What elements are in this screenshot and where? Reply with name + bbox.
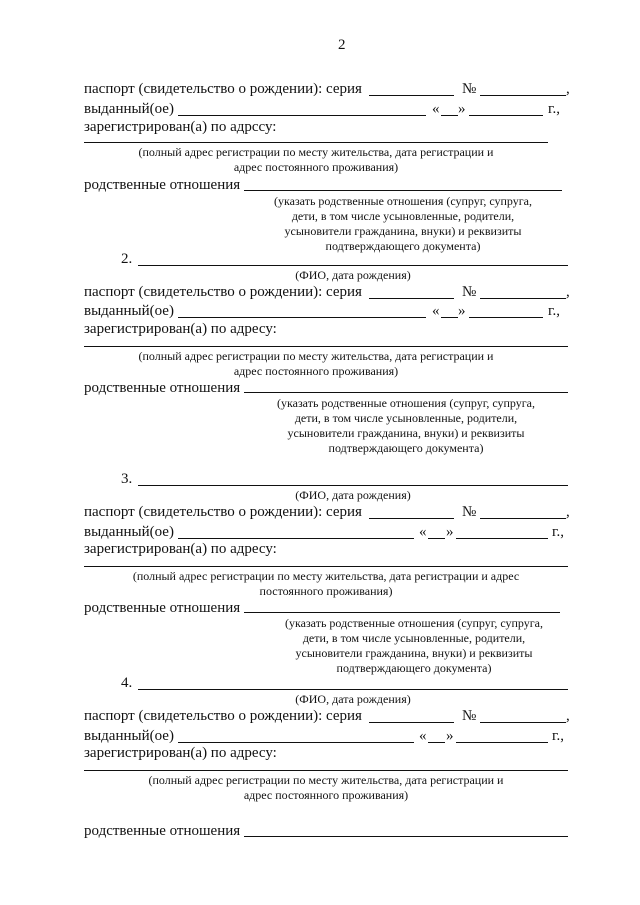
year-suffix: г., xyxy=(548,303,560,319)
address-hint: постоянного проживания) xyxy=(259,584,393,598)
issue-month-field[interactable] xyxy=(469,317,543,318)
trailing-comma: , xyxy=(566,81,570,97)
relations-hint: (указать родственные отношения (супруг, супруга, xyxy=(273,194,533,208)
item-number: 4. xyxy=(121,675,133,691)
issued-label: выданный(ое) xyxy=(84,524,174,540)
relations-field[interactable] xyxy=(244,836,568,837)
page-number: 2 xyxy=(338,37,346,53)
item-number: 2. xyxy=(121,251,133,267)
relations-hint: подтверждающего документа) xyxy=(328,441,484,455)
issued-by-field[interactable] xyxy=(178,115,426,116)
address-field[interactable] xyxy=(84,142,548,143)
passport-number-sign: № xyxy=(462,284,477,300)
passport-label: паспорт (свидетельство о рождении): серия xyxy=(84,284,362,300)
address-field[interactable] xyxy=(84,770,568,771)
relations-hint: подтверждающего документа) xyxy=(325,239,481,253)
passport-label: паспорт (свидетельство о рождении): серия xyxy=(84,504,362,520)
issued-by-field[interactable] xyxy=(178,742,414,743)
issue-day-field[interactable] xyxy=(428,742,445,743)
registered-label: зарегистрирован(а) по адресу: xyxy=(84,321,277,337)
relations-label: родственные отношения xyxy=(84,823,241,839)
item-number: 3. xyxy=(121,471,133,487)
year-suffix: г., xyxy=(552,728,564,744)
quote-open: « xyxy=(419,728,427,744)
address-hint: адрес постоянного проживания) xyxy=(233,364,399,378)
passport-number-field[interactable] xyxy=(480,95,566,96)
fio-hint: (ФИО, дата рождения) xyxy=(295,488,411,502)
quote-close: » xyxy=(458,303,466,319)
relations-label: родственные отношения xyxy=(84,380,241,396)
passport-series-field[interactable] xyxy=(369,722,454,723)
address-hint: (полный адрес регистрации по месту жительства, дата регистрации и xyxy=(138,145,494,159)
relations-hint: усыновители гражданина, внуки) и реквизиты xyxy=(287,426,525,440)
relations-field[interactable] xyxy=(244,612,560,613)
issued-label: выданный(ое) xyxy=(84,101,174,117)
issue-day-field[interactable] xyxy=(441,317,458,318)
issued-label: выданный(ое) xyxy=(84,303,174,319)
passport-label: паспорт (свидетельство о рождении): серия xyxy=(84,81,362,97)
quote-close: » xyxy=(446,524,454,540)
passport-number-field[interactable] xyxy=(480,722,566,723)
issue-month-field[interactable] xyxy=(469,115,543,116)
trailing-comma: , xyxy=(566,284,570,300)
fio-hint: (ФИО, дата рождения) xyxy=(295,268,411,282)
relations-hint: усыновители гражданина, внуки) и реквизиты xyxy=(284,224,522,238)
relations-hint: (указать родственные отношения (супруг, супруга, xyxy=(284,616,544,630)
registered-label: зарегистрирован(а) по адресу: xyxy=(84,745,277,761)
issued-by-field[interactable] xyxy=(178,317,426,318)
issue-day-field[interactable] xyxy=(428,538,445,539)
issue-day-field[interactable] xyxy=(441,115,458,116)
passport-series-field[interactable] xyxy=(369,95,454,96)
issue-month-field[interactable] xyxy=(456,538,548,539)
relations-hint: подтверждающего документа) xyxy=(336,661,492,675)
quote-open: « xyxy=(432,303,440,319)
passport-number-field[interactable] xyxy=(480,518,566,519)
issued-by-field[interactable] xyxy=(178,538,414,539)
address-hint: (полный адрес регистрации по месту жительства, дата регистрации и xyxy=(148,773,504,787)
quote-close: » xyxy=(446,728,454,744)
trailing-comma: , xyxy=(566,708,570,724)
registered-label: зарегистрирован(а) по адрссу: xyxy=(84,119,277,135)
quote-open: « xyxy=(419,524,427,540)
address-hint: (полный адрес регистрации по месту жительства, дата регистрации и xyxy=(138,349,494,363)
relations-hint: усыновители гражданина, внуки) и реквизиты xyxy=(295,646,533,660)
issue-month-field[interactable] xyxy=(456,742,548,743)
relations-hint: дети, в том числе усыновленные, родители, xyxy=(291,209,515,223)
address-hint: адрес постоянного проживания) xyxy=(233,160,399,174)
passport-series-field[interactable] xyxy=(369,518,454,519)
trailing-comma: , xyxy=(566,504,570,520)
relations-label: родственные отношения xyxy=(84,177,241,193)
relations-label: родственные отношения xyxy=(84,600,241,616)
passport-number-sign: № xyxy=(462,81,477,97)
relations-field[interactable] xyxy=(244,392,568,393)
passport-number-field[interactable] xyxy=(480,298,566,299)
quote-open: « xyxy=(432,101,440,117)
year-suffix: г., xyxy=(552,524,564,540)
issued-label: выданный(ое) xyxy=(84,728,174,744)
relations-hint: (указать родственные отношения (супруг, супруга, xyxy=(276,396,536,410)
relations-hint: дети, в том числе усыновленные, родители, xyxy=(302,631,526,645)
fio-field[interactable] xyxy=(138,689,568,690)
passport-series-field[interactable] xyxy=(369,298,454,299)
fio-field[interactable] xyxy=(138,485,568,486)
registered-label: зарегистрирован(а) по адресу: xyxy=(84,541,277,557)
passport-label: паспорт (свидетельство о рождении): серия xyxy=(84,708,362,724)
year-suffix: г., xyxy=(548,101,560,117)
quote-close: » xyxy=(458,101,466,117)
address-field[interactable] xyxy=(84,346,568,347)
fio-hint: (ФИО, дата рождения) xyxy=(295,692,411,706)
passport-number-sign: № xyxy=(462,708,477,724)
relations-hint: дети, в том числе усыновленные, родители, xyxy=(294,411,518,425)
address-hint: адрес постоянного проживания) xyxy=(243,788,409,802)
address-field[interactable] xyxy=(84,566,568,567)
relations-field[interactable] xyxy=(244,190,562,191)
address-hint: (полный адрес регистрации по месту жительства, дата регистрации и адрес xyxy=(132,569,520,583)
passport-number-sign: № xyxy=(462,504,477,520)
fio-field[interactable] xyxy=(138,265,568,266)
